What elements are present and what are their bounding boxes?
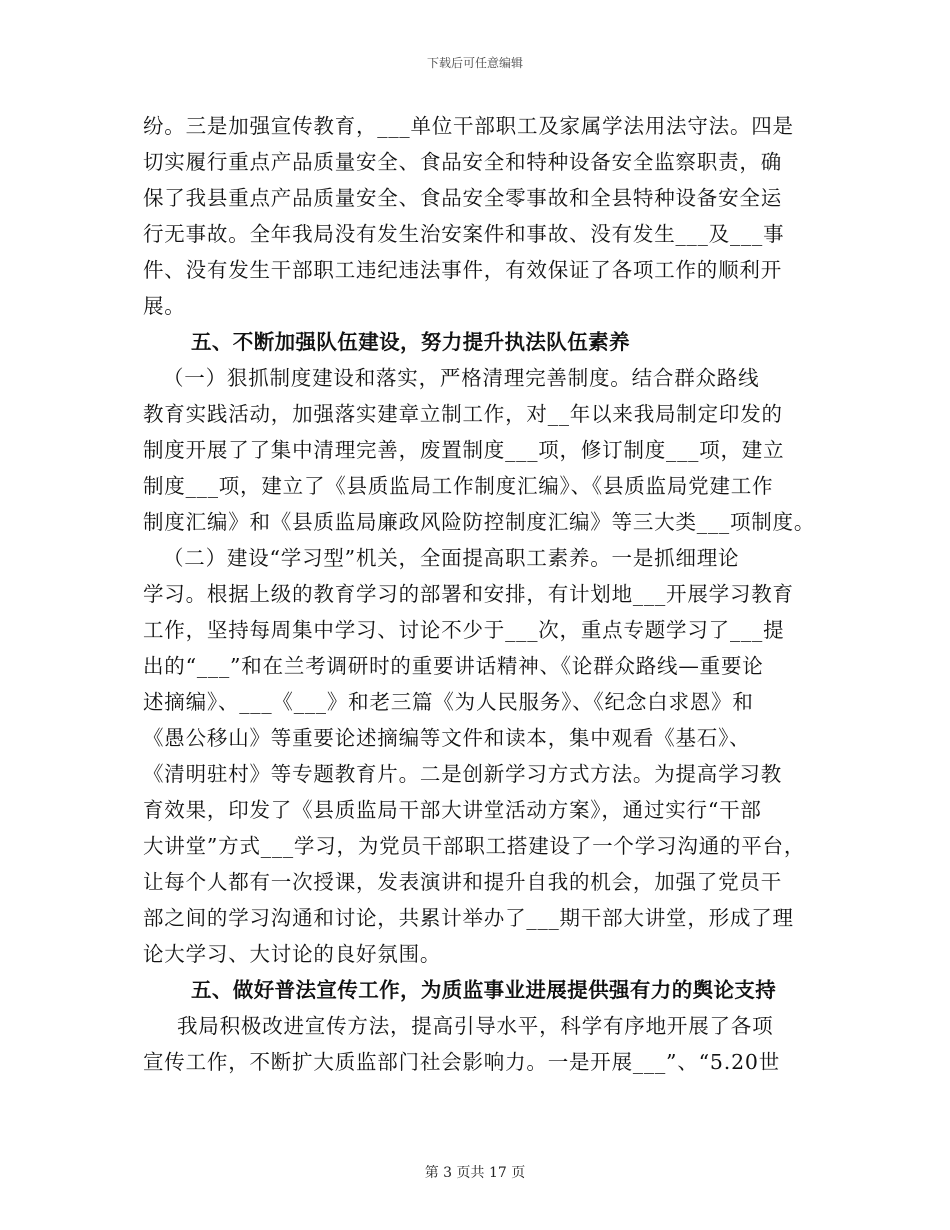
section-heading: 五、做好普法宣传工作，为质监事业进展提供强有力的舆论支持 <box>191 978 777 1002</box>
text-line: 展。 <box>143 294 186 318</box>
text-line: 行无事故。全年我局没有发生治安案件和事故、没有发生___及___事 <box>143 222 785 246</box>
text-line: 纷。三是加强宣传教育，___单位干部职工及家属学法用法守法。四是 <box>143 114 794 138</box>
text-line: （一）狠抓制度建设和落实，严格清理完善制度。结合群众路线 <box>163 366 760 390</box>
text-line: 我局积极改进宣传方法，提高引导水平，科学有序地开展了各项 <box>177 1014 774 1038</box>
page-header: 下载后可任意编辑 <box>426 56 523 70</box>
text-line: 宣传工作，不断扩大质监部门社会影响力。一是开展___”、“5.20世 <box>143 1050 781 1074</box>
text-line: 制度开展了了集中清理完善，废置制度___项，修订制度___项，建立 <box>143 438 785 462</box>
page-footer: 第 3 页共 17 页 <box>424 1165 526 1181</box>
section-heading: 五、不断加强队伍建设，努力提升执法队伍素养 <box>191 330 630 354</box>
document-body <box>143 108 816 1080</box>
text-line: 制度___项，建立了《县质监局工作制度汇编》、《县质监局党建工作 <box>143 474 774 498</box>
text-line: 论大学习、大讨论的良好氛围。 <box>143 942 442 966</box>
text-line: 学习。根据上级的教育学习的部署和安排，有计划地___开展学习教育 <box>143 582 794 606</box>
text-line: 让每个人都有一次授课，发表演讲和提升自我的机会，加强了党员干 <box>143 870 782 894</box>
text-line: 保了我县重点产品质量安全、食品安全零事故和全县特种设备安全运 <box>143 186 782 210</box>
text-line: 《愚公移山》等重要论述摘编等文件和读本，集中观看《基石》、 <box>143 726 751 750</box>
text-line: 育效果，印发了《县质监局干部大讲堂活动方案》，通过实行“干部 <box>143 798 762 822</box>
text-line: （二）建设“学习型”机关，全面提高职工素养。一是抓细理论 <box>163 546 740 570</box>
text-line: 《清明驻村》等专题教育片。二是创新学习方式方法。为提高学习教 <box>143 762 782 786</box>
text-line: 大讲堂”方式___学习，为党员干部职工搭建设了一个学习沟通的平台， <box>143 834 806 858</box>
text-line: 件、没有发生干部职工违纪违法事件，有效保证了各项工作的顺利开 <box>143 258 782 282</box>
text-line: 出的“___”和在兰考调研时的重要讲话精神、《论群众路线—重要论 <box>143 654 764 678</box>
text-line: 述摘编》、___《___》和老三篇《为人民服务》、《纪念白求恩》和 <box>143 690 754 714</box>
text-line: 工作，坚持每周集中学习、讨论不少于___次，重点专题学习了___提 <box>143 618 785 642</box>
text-line: 切实履行重点产品质量安全、食品安全和特种设备安全监察职责，确 <box>143 150 782 174</box>
text-line: 制度汇编》和《县质监局廉政风险防控制度汇编》等三大类___项制度。 <box>143 510 816 534</box>
text-line: 部之间的学习沟通和讨论，共累计举办了___期干部大讲堂，形成了理 <box>143 906 794 930</box>
text-line: 教育实践活动，加强落实建章立制工作，对__年以来我局制定印发的 <box>143 402 783 426</box>
